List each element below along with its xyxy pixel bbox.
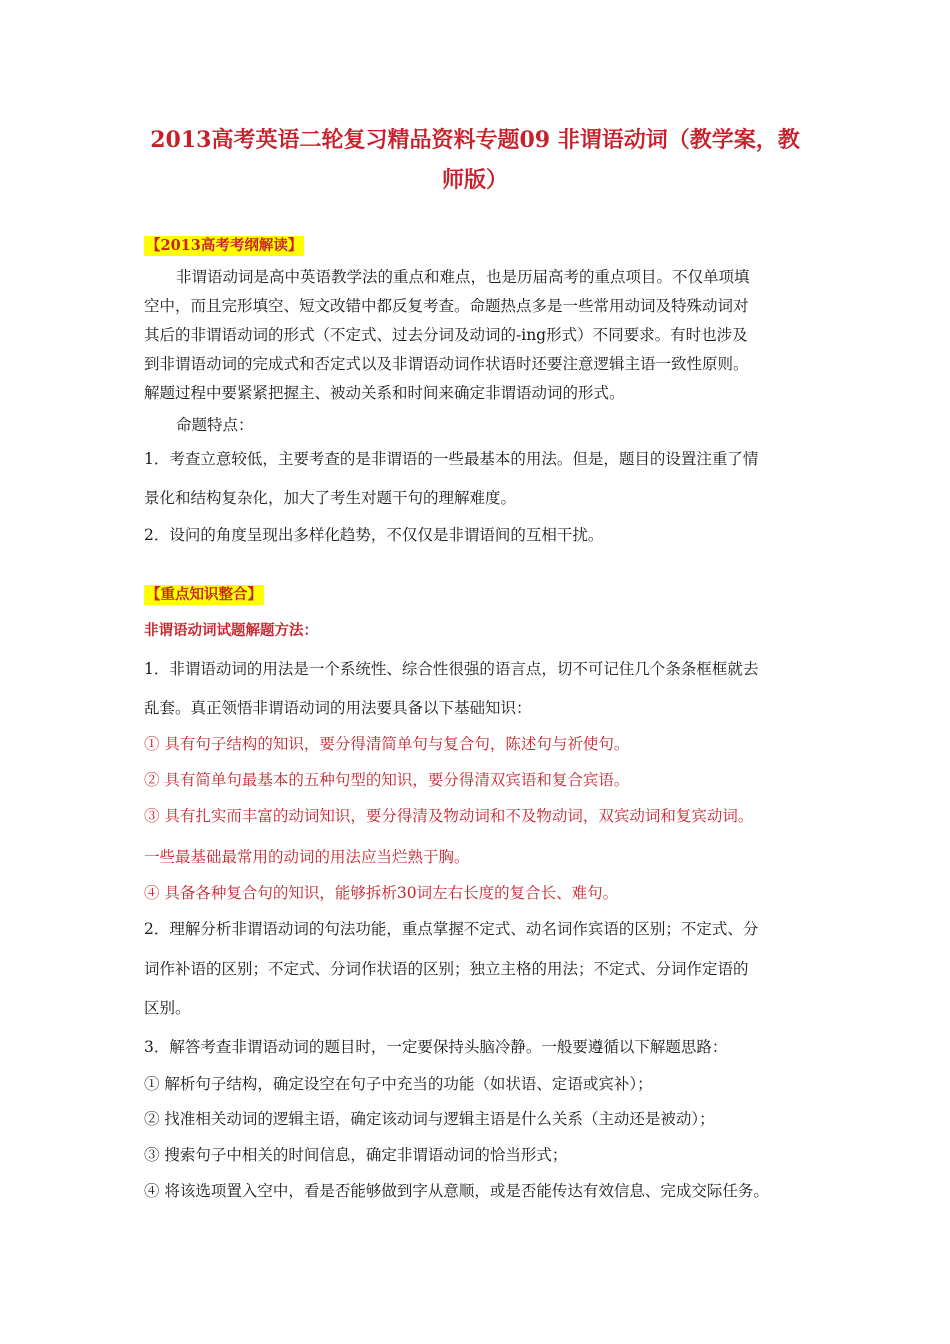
feature-item-2: 2．设问的角度呈现出多样化趋势，不仅仅是非谓语间的互相干扰。: [144, 526, 604, 544]
red-item: ④ 具备各种复合句的知识，能够拆析30词左右长度的复合长、难句。: [144, 884, 619, 902]
title-line-1: 2013高考英语二轮复习精品资料专题09 非谓语动词（教学案，教: [150, 127, 800, 153]
step-item: ③ 搜索句子中相关的时间信息，确定非谓语动词的恰当形式；: [144, 1146, 568, 1164]
paragraph-line: 非谓语动词是高中英语教学法的重点和难点，也是历届高考的重点项目。不仅单项填: [176, 268, 750, 286]
title-line-2: 师版）: [441, 167, 508, 193]
point-1-cont: 乱套。真正领悟非谓语动词的用法要具备以下基础知识：: [144, 699, 532, 717]
point-2-cont: 区别。: [144, 999, 191, 1017]
red-item: ① 具有句子结构的知识，要分得清简单句与复合句，陈述句与祈使句。: [144, 735, 630, 753]
step-item: ① 解析句子结构，确定设空在句子中充当的功能（如状语、定语或宾补）；: [144, 1075, 653, 1093]
section-heading-key-knowledge: 【重点知识整合】: [146, 586, 262, 603]
feature-item-1: 1．考查立意较低，主要考查的是非谓语的一些最基本的用法。但是，题目的设置注重了情: [144, 450, 759, 468]
point-3: 3．解答考查非谓语动词的题目时，一定要保持头脑冷静。一般要遵循以下解题思路：: [144, 1038, 728, 1056]
paragraph-line: 其后的非谓语动词的形式（不定式、过去分词及动词的-ing形式）不同要求。有时也涉及: [144, 326, 748, 344]
paragraph-line: 空中，而且完形填空、短文改错中都反复考查。命题热点多是一些常用动词及特殊动词对: [144, 297, 749, 315]
section-heading-exam-outline: 【2013高考考纲解读】: [146, 237, 303, 254]
step-item: ② 找准相关动词的逻辑主语，确定该动词与逻辑主语是什么关系（主动还是被动）；: [144, 1110, 715, 1128]
subheading-method: 非谓语动词试题解题方法：: [144, 622, 318, 639]
document-title: [140, 120, 810, 200]
feature-label: 命题特点：: [176, 416, 254, 434]
paragraph-line: 到非谓语动词的完成式和否定式以及非谓语动词作状语时还要注意逻辑主语一致性原则。: [144, 355, 749, 373]
red-item: ② 具有简单句最基本的五种句型的知识，要分得清双宾语和复合宾语。: [144, 771, 630, 789]
red-item: ③ 具有扎实而丰富的动词知识，要分得清及物动词和不及物动词，双宾动词和复宾动词。: [144, 807, 754, 825]
point-2-cont: 词作补语的区别；不定式、分词作状语的区别；独立主格的用法；不定式、分词作定语的: [144, 960, 749, 978]
red-item: 一些最基础最常用的动词的用法应当烂熟于胸。: [144, 848, 470, 866]
paragraph-line: 解题过程中要紧紧把握主、被动关系和时间来确定非谓语动词的形式。: [144, 384, 625, 402]
point-2: 2．理解分析非谓语动词的句法功能，重点掌握不定式、动名词作宾语的区别；不定式、分: [144, 920, 759, 938]
step-item: ④ 将该选项置入空中，看是否能够做到字从意顺，或是否能传达有效信息、完成交际任务。: [144, 1182, 769, 1200]
point-1: 1．非谓语动词的用法是一个系统性、综合性很强的语言点，切不可记住几个条条框框就去: [144, 660, 759, 678]
feature-item-1-cont: 景化和结构复杂化，加大了考生对题干句的理解难度。: [144, 489, 517, 507]
